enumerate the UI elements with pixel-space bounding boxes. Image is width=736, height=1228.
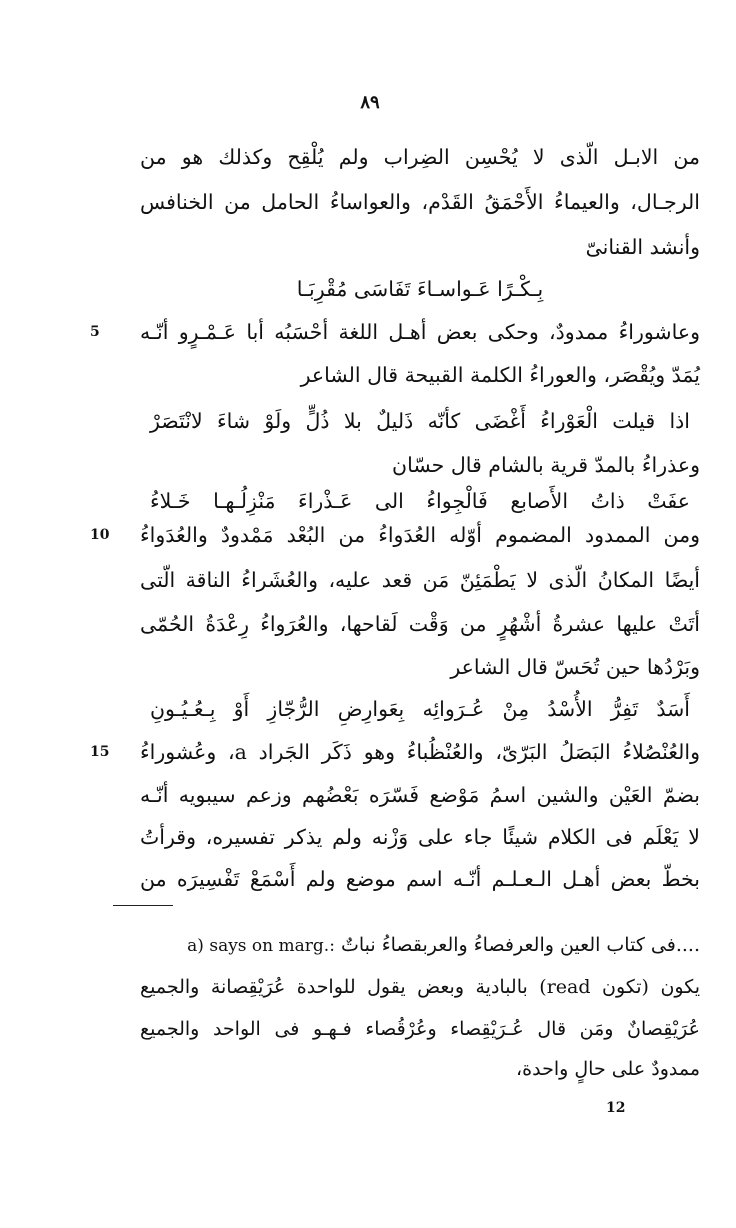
text-line-5: وعاشوراءُ ممدودٌ، وحكى بعض أهـل اللغة أحْسَبُه أبا عَـمْـرٍو أنّـه (140, 320, 700, 344)
line-number-5: 5 (90, 324, 100, 340)
footnote-text-1: ....فى كتاب العين والعرفصاءُ والعربقصاءُ نباتٌ (340, 934, 700, 956)
footnote-line-3: عُرَيْقِصانٌ ومَن قال عُـرَيْقِصاء وعُرْقُصاء فـهـو فى الواحد والجميع (140, 1018, 700, 1040)
signature-number: 12 (606, 1100, 626, 1116)
text-line-15: والعُنْصُلاءُ البَصَلُ البَرّىّ، والعُنْظُباءُ وهو ذَكَر الجَراد a، وعُشوراءُ (140, 740, 700, 764)
footnote-line-4: ممدودٌ على حالٍ واحدة، (516, 1058, 700, 1080)
line-number-10: 10 (90, 527, 110, 543)
text-line-16: بضمّ العَيْن والشين اسمُ مَوْضع فَسّرَه بَعْضُهم وزعم سيبويه أنّـه (140, 783, 700, 807)
footnote-line-2: يكون (تكون read) بالبادية وبعض يقول للواحدة عُرَيْقِصانة والجميع (140, 976, 701, 998)
text-line-10: ومن الممدود المضموم أوّله العُدَواءُ من البُعْد مَمْدودٌ والعُدَواءُ (140, 523, 700, 547)
text-line-18: بخطّ بعض أهـل الـعـلـم أنّـه اسم موضع ولم أَسْمَعْ تَفْسِيرَه من (140, 867, 700, 891)
verse-line-4: أَسَدٌ تَفِرُّ الأُسْدُ مِنْ عُـرَوائِه بِعَوارِضِ الرُّجّازِ أَوْ بِـعُـيُـونِ (150, 697, 690, 721)
verse-line-2: اذا قيلت الْعَوْراءُ أَغْضَى كأنّه ذَليلٌ بلا ذُلٍّ ولَوْ شاءَ لانْتَصَرْ (150, 409, 690, 433)
text-line-13: وبَرْدُها حين تُحَسّ قال الشاعر (450, 655, 700, 679)
verse-line-3: عفَتْ ذاتُ الأَصابع فَالْجِواءُ الى عَـذْراءَ مَنْزِلُـهـا خَـلاءُ (150, 489, 690, 513)
verse-line-1: بِـكْـرًا عَـواسـاءَ تَفَاسَى مُقْرِبَـا (296, 277, 544, 301)
text-line-2: الرجـال، والعيماءُ الأَحْمَقُ القَدْم، والعواساءُ الحامل من الخنافس (140, 190, 700, 214)
footnote-marker: a) says on marg.: (187, 936, 335, 956)
footnote-line-1 (140, 928, 700, 962)
text-line-1: من الابـل الّذى لا يُحْسِن الضِراب ولم يُلْقِح وكذلك هو من (140, 145, 700, 169)
page-number-top: ٨٩ (360, 92, 380, 113)
text-line-3: وأنشد القنانىّ (585, 235, 700, 259)
text-line-8: وعذراءُ بالمدّ قرية بالشام قال حسّان (392, 453, 700, 477)
text-line-17: لا يَعْلَم فى الكلام شيئًا جاء على وَزْنه ولم يذكر تفسيره، وقرأتُ (140, 825, 700, 849)
text-line-12: أتَتْ عليها عشرةُ أشْهُرٍ من وَقْت لَقاحها، والعُرَواءُ رِعْدَةُ الحُمّى (140, 612, 700, 636)
line-number-15: 15 (90, 744, 110, 760)
text-line-6: يُمَدّ ويُقْصَر، والعوراءُ الكلمة القبيحة قال الشاعر (300, 363, 700, 387)
footnote-separator (113, 905, 173, 906)
text-line-11: أيضًا المكانُ الّذى لا يَطْمَئِنّ مَن قعد عليه، والعُشَراءُ الناقة الّتى (140, 568, 700, 592)
